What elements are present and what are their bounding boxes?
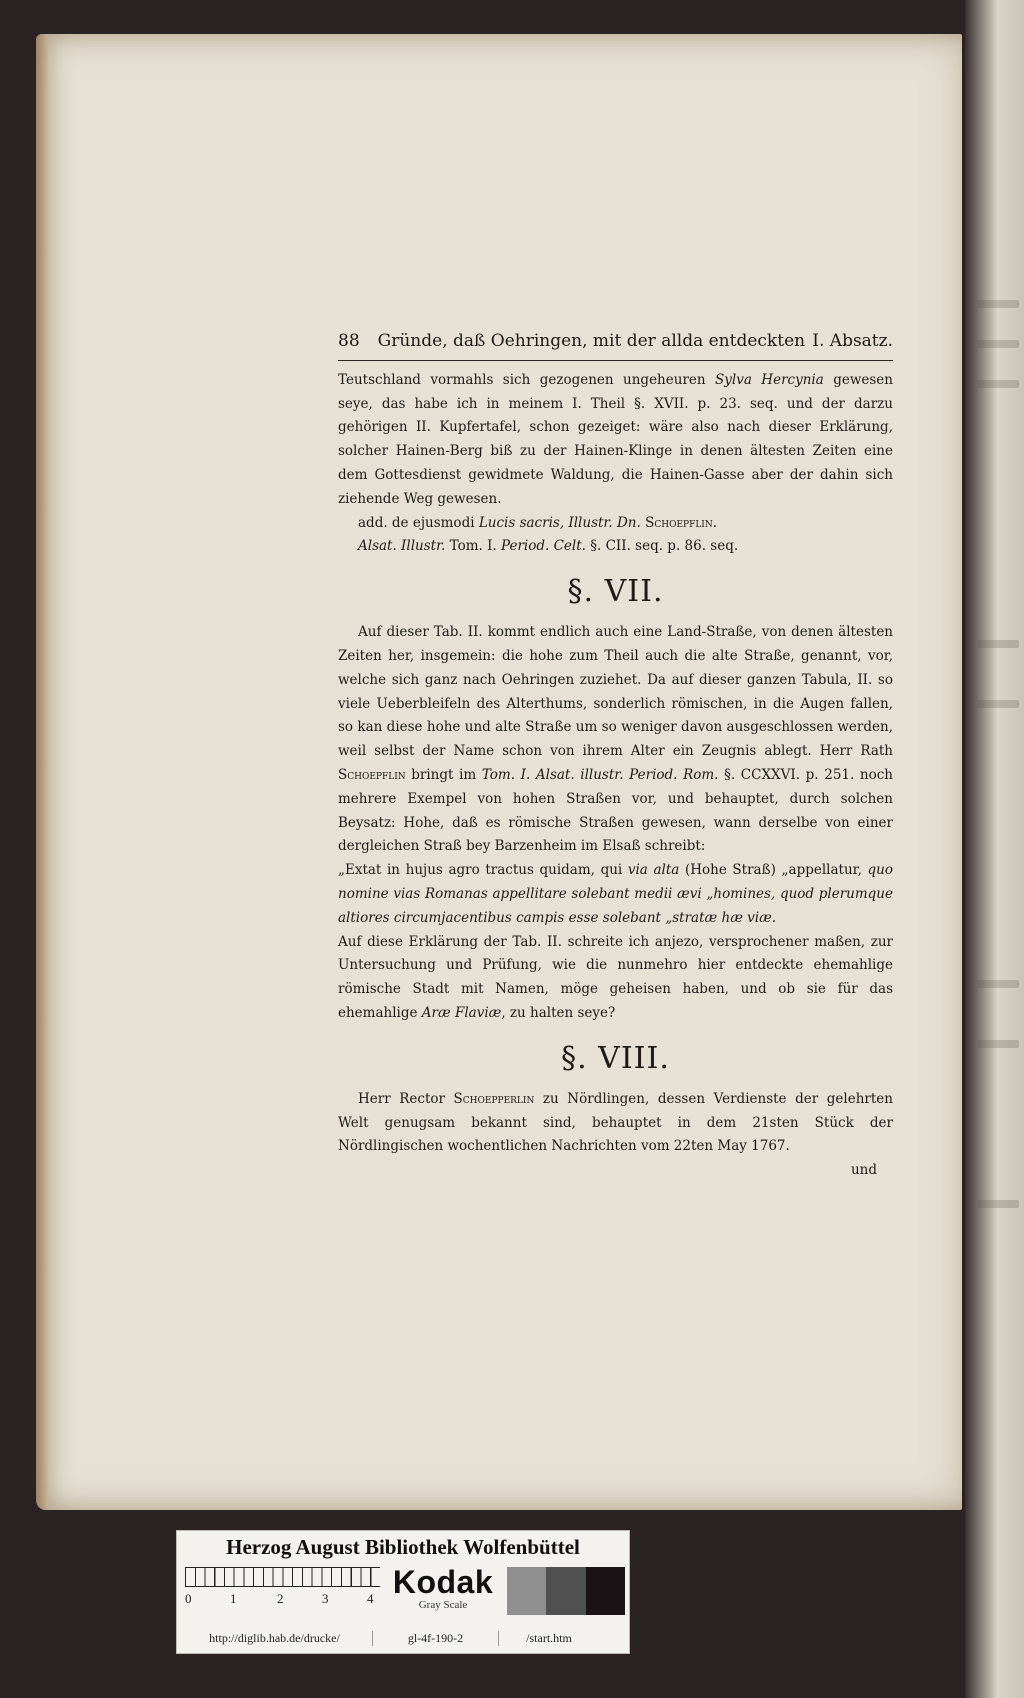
kodak-brand: [384, 1565, 502, 1617]
text-run: zu Nördlingen, dessen Verdienste der gelehrten Welt genugsam bekannt sind, behauptet in dem 21sten Stück der Nördlingischen wochentlichen Nachrichten vom 22ten May 1767.: [338, 1090, 893, 1155]
scan-target-card: [176, 1530, 630, 1654]
addendum-line-2: [338, 535, 893, 559]
text-run: Teutschland vormahls sich gezogenen ungeheuren: [338, 371, 716, 388]
italic-run: Aræ Flaviæ: [421, 1004, 502, 1021]
ruler-ticks: [185, 1567, 380, 1587]
text-run: §. CCXXVI. p. 251. noch mehrere Exempel von hohen Straßen vor, und behauptet, durch solchen Beysatz: Hohe, daß es römische Straßen gewesen, wann derselbe von einer dergleichen Straß bey Barzenheim im Elsaß schreibt:: [338, 766, 893, 855]
text-run: Herr Rector: [358, 1090, 454, 1107]
small-caps-run: Schoepflin: [338, 766, 406, 783]
ruler-number: 3: [322, 1591, 329, 1606]
text-run: , zu halten seye?: [501, 1004, 616, 1021]
library-name: Herzog August Bibliothek Wolfenbüttel: [226, 1535, 580, 1559]
ruler-number: 0: [185, 1591, 192, 1606]
gray-swatch-light: [507, 1567, 546, 1615]
paragraph-1: [338, 369, 893, 512]
ruler-number: 4: [367, 1591, 374, 1606]
small-caps-run: Schoepperlin: [453, 1090, 535, 1107]
paragraph-4: [338, 1088, 893, 1159]
ruler-number: 1: [230, 1591, 237, 1606]
gray-swatch-mid: [546, 1567, 585, 1615]
section-heading-viii: §. VIII.: [561, 1040, 670, 1076]
page-number: 88: [338, 331, 360, 351]
gray-swatch-dark: [586, 1567, 625, 1615]
gray-scale-label: Gray Scale: [418, 1599, 468, 1611]
text-run: bringt im: [405, 766, 482, 783]
italic-run: via alta: [627, 862, 680, 879]
running-title: Gründe, daß Oehringen, mit der allda entdeckten: [377, 331, 806, 351]
text-run: §. CII. seq. p. 86. seq.: [585, 538, 739, 555]
brand-logo-text: Kodak: [392, 1564, 494, 1600]
italic-run: quo nomine vias Romanas appellitare solebant medii ævi „homines, quod plerumque altiores circumjacentibus campis esse solebant „stratæ hæ viæ.: [338, 862, 893, 926]
gray-scale-swatches: [507, 1567, 625, 1615]
text-run: (Hohe Straß) „appellatur,: [679, 862, 868, 879]
paragraph-3: [338, 931, 893, 1026]
italic-run: Period. Celt.: [501, 538, 586, 555]
text-run: Tom. I.: [445, 538, 502, 555]
shelfmark: gl-4f-190-2: [373, 1631, 499, 1646]
italic-run: Tom. I. Alsat. illustr. Period. Rom.: [481, 766, 719, 783]
scale-ruler: [185, 1567, 380, 1611]
running-header: [338, 330, 893, 361]
start-page: /start.htm: [526, 1630, 572, 1645]
ruler-number: 2: [277, 1591, 284, 1606]
italic-run: Lucis sacris, Illustr. Dn.: [478, 514, 641, 531]
section-heading-vii: §. VII.: [567, 574, 664, 610]
section-reference: I. Absatz.: [812, 331, 893, 351]
digital-library-url: http://diglib.hab.de/drucke/: [177, 1631, 373, 1646]
url-row: [177, 1625, 629, 1651]
adjacent-page-edge: [965, 0, 1024, 1698]
italic-run: Sylva Hercynia: [715, 371, 824, 388]
italic-run: Alsat. Illustr.: [358, 538, 446, 555]
text-run: gewesen seye, das habe ich in meinem I. Theil §. XVII. p. 23. seq. und der darzu gehörigen II. Kupfertafel, schon gezeiget: wäre also nach dieser Erklärung, solcher Hainen-Berg biß zu der Hainen-Klinge in denen ältesten Zeiten eine dem Gottesdienst gewidmete Waldung, die Hainen-Gasse aber der dahin sich ziehende Weg gewesen.: [338, 371, 893, 507]
catchword: und: [850, 1162, 877, 1179]
text-run: „Extat in hujus agro tractus quidam, qui: [338, 862, 628, 879]
page-gutter-shadow: [36, 34, 48, 1510]
addendum-line-1: [338, 512, 893, 536]
small-caps-run: Schoepflin.: [645, 514, 718, 531]
text-run: Auf diese Erklärung der Tab. II. schreite ich anjezo, versprochener maßen, zur Untersuchung und Prüfung, wie die nunmehro hier entdeckte ehemahlige römische Stadt mit Namen, möge geheisen haben, und ob sie für das ehemahlige: [338, 933, 893, 1021]
latin-quotation: [338, 859, 893, 930]
paragraph-2: [338, 621, 893, 859]
page-text: [338, 330, 893, 1183]
text-run: Auf dieser Tab. II. kommt endlich auch eine Land-Straße, von denen ältesten Zeiten her, insgemein: die hohe zum Theil auch die alte Straße, genannt, vor, welche sich ganz nach Oehringen zuziehet. Da auf dieser ganzen Tabula, II. so viele Ueberbleifeln des Alterthums, sonderlich römischen, in die Augen fallen, so kan diese hohe und alte Straße um so weniger davon ausgeschlossen werden, weil selbst der Name schon von ihrem Alter ein Zeugnis ablegt. Herr Rath: [338, 624, 893, 760]
text-run: add. de ejusmodi: [358, 514, 479, 531]
